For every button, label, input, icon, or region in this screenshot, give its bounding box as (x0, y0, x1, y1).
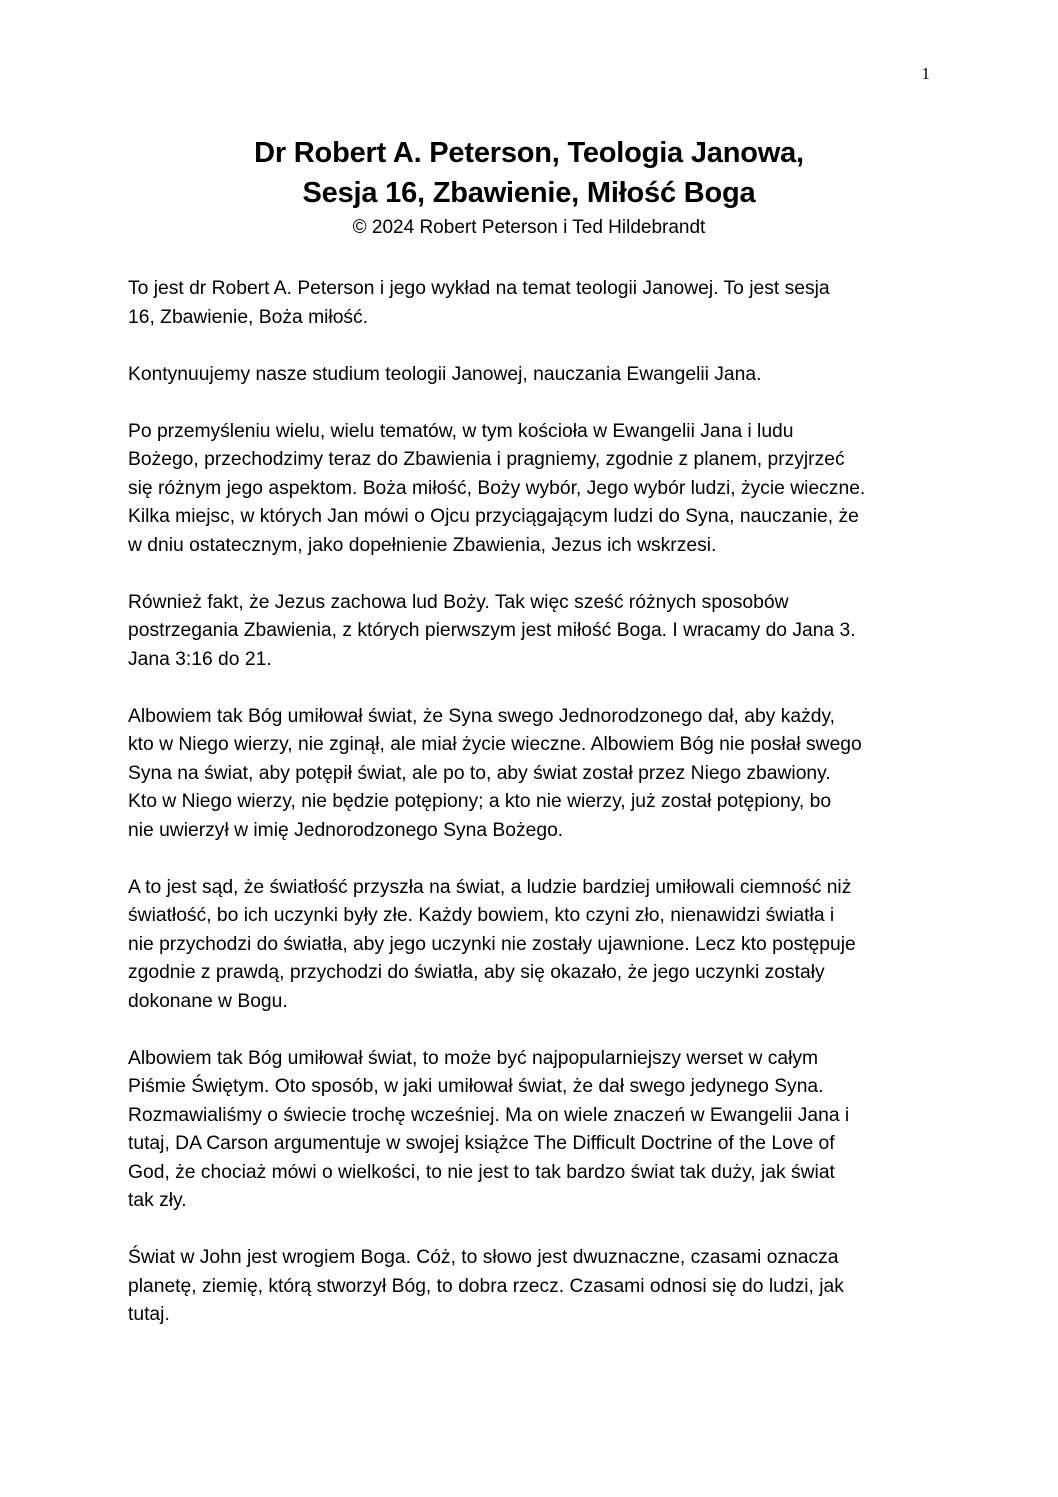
paragraph-line: kto w Niego wierzy, nie zginął, ale miał życie wieczne. Albowiem Bóg nie posłał swego (128, 734, 862, 755)
paragraph-line: zgodnie z prawdą, przychodzi do światła, aby się okazało, że jego uczynki zostały (128, 962, 825, 983)
paragraph-line: Albowiem tak Bóg umiłował świat, że Syna swego Jednorodzonego dał, aby każdy, (128, 705, 836, 727)
paragraph-2 (128, 361, 934, 390)
paragraph-line: Kto w Niego wierzy, nie będzie potępiony; a kto nie wierzy, już został potępiony, bo (128, 791, 832, 812)
paragraph-line: Po przemyśleniu wielu, wielu tematów, w tym kościoła w Ewangelii Jana i ludu (128, 420, 794, 442)
page-number: 1 (921, 64, 930, 83)
paragraph-line: Bożego, przechodzimy teraz do Zbawienia i pragniemy, zgodnie z planem, przyjrzeć (128, 449, 845, 470)
paragraph-line: Albowiem tak Bóg umiłował świat, to może być najpopularniejszy werset w całym (128, 1047, 819, 1069)
paragraph-line: dokonane w Bogu. (128, 990, 288, 1012)
paragraph-line: Rozmawialiśmy o świecie trochę wcześniej. Ma on wiele znaczeń w Ewangelii Jana i (128, 1104, 850, 1126)
copyright-notice: © 2024 Robert Peterson i Ted Hildebrandt (352, 217, 706, 238)
paragraph-line: tutaj. (128, 1304, 170, 1325)
paragraph-line: Piśmie Świętym. Oto sposób, w jaki umiłował świat, że dał swego jedynego Syna. (128, 1076, 824, 1097)
paragraph-line: tak zły. (128, 1190, 187, 1211)
paragraph-line: A to jest sąd, że światłość przyszła na świat, a ludzie bardziej umiłowali ciemność niż (128, 876, 852, 898)
paragraph-4 (128, 589, 934, 675)
paragraph-line: Również fakt, że Jezus zachowa lud Boży. Tak więc sześć różnych sposobów (128, 591, 789, 613)
paragraph-line: nie przychodzi do światła, aby jego uczynki nie zostały ujawnione. Lecz kto postępuje (128, 933, 856, 955)
paragraph-line: planetę, ziemię, którą stworzył Bóg, to dobra rzecz. Czasami odnosi się do ludzi, jak (128, 1275, 844, 1297)
paragraph-line: tutaj, DA Carson argumentuje w swojej książce The Difficult Doctrine of the Love of (128, 1133, 835, 1154)
paragraph-line: w dniu ostatecznym, jako dopełnienie Zbawienia, Jezus ich wskrzesi. (128, 534, 717, 556)
paragraph-line: się różnym jego aspektom. Boża miłość, Boży wybór, Jego wybór ludzi, życie wieczne. (128, 477, 866, 499)
paragraph-line: Świat w John jest wrogiem Boga. Cóż, to słowo jest dwuznaczne, czasami oznacza (128, 1247, 839, 1268)
paragraph-line: Kontynuujemy nasze studium teologii Janowej, nauczania Ewangelii Jana. (128, 363, 762, 385)
paragraph-line: postrzegania Zbawienia, z których pierwszym jest miłość Boga. I wracamy do Jana 3. (128, 620, 856, 641)
body-text (128, 275, 934, 1358)
paragraph-line: To jest dr Robert A. Peterson i jego wykład na temat teologii Janowej. To jest sesja (128, 278, 830, 299)
title-line-1: Dr Robert A. Peterson, Teologia Janowa, (254, 137, 804, 169)
paragraph-3 (128, 418, 934, 561)
paragraph-line: Jana 3:16 do 21. (128, 648, 272, 670)
paragraph-6 (128, 874, 934, 1017)
paragraph-5 (128, 703, 934, 846)
paragraph-line: Syna na świat, aby potępił świat, ale po to, aby świat został przez Niego zbawiony. (128, 762, 831, 784)
paragraph-line: Kilka miejsc, w których Jan mówi o Ojcu przyciągającym ludzi do Syna, nauczanie, że (128, 506, 859, 527)
paragraph-7 (128, 1045, 934, 1216)
paragraph-line: nie uwierzył w imię Jednorodzonego Syna Bożego. (128, 819, 564, 841)
paragraph-8 (128, 1244, 934, 1330)
paragraph-line: God, że chociaż mówi o wielkości, to nie jest to tak bardzo świat tak duży, jak świat (128, 1161, 835, 1183)
paragraph-line: 16, Zbawienie, Boża miłość. (128, 306, 369, 328)
title-block (100, 133, 958, 241)
paragraph-line: światłość, bo ich uczynki były złe. Każdy bowiem, kto czyni zło, nienawidzi światła i (128, 905, 835, 926)
title-line-2: Sesja 16, Zbawienie, Miłość Boga (302, 177, 756, 209)
paragraph-1 (128, 275, 934, 332)
